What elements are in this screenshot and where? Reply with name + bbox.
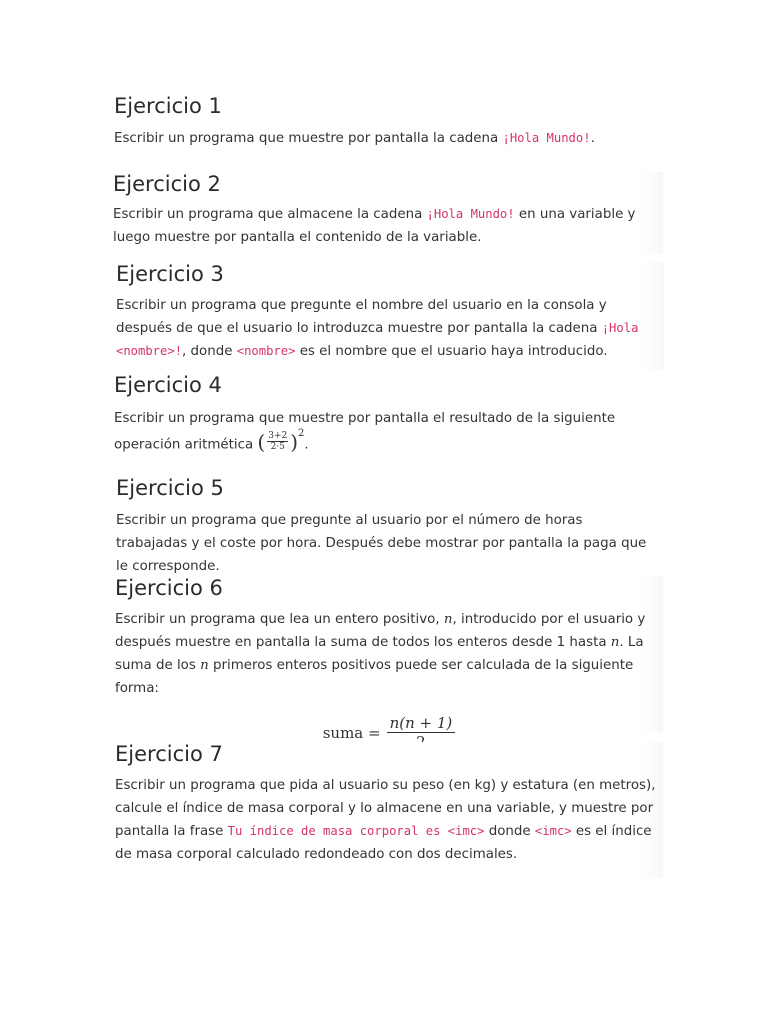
ejercicio-2-code: ¡Hola Mundo! [426,207,515,221]
ejercicio-7-text-a: Escribir un programa que pida al usuario su peso (en kg) y estatura (en metros), calcule el índice de masa corporal y lo almacene en una variable, y muestre por pantalla la frase [115,778,656,839]
formula-denominator: 2·5 [270,442,285,452]
ejercicio-7 [110,742,663,878]
ejercicio-3-text [116,294,664,363]
ejercicio-3-text-c: es el nombre que el usuario haya introducido. [295,344,608,359]
ejercicio-6 [110,576,663,742]
ejercicio-4 [114,373,658,457]
ejercicio-4-text-a: Escribir un programa que muestre por pantalla el resultado de la siguiente operación aritmética [114,411,616,453]
ejercicio-1-text [114,127,654,150]
ejercicio-6-title: Ejercicio 6 [115,576,223,600]
ejercicio-6-text-a: Escribir un programa que lea un entero positivo, [115,612,444,627]
ejercicio-3-code-b: <nombre> [236,344,296,358]
variable-n: n [200,658,209,673]
ejercicio-1-text-a: Escribir un programa que muestre por pantalla la cadena [114,131,503,146]
ejercicio-6-text-d: primeros enteros positivos puede ser calculada de la siguiente forma: [115,658,634,696]
ejercicio-3-code-a: ¡Hola <nombre>! [116,321,639,358]
ejercicio-1-text-b: . [590,131,595,146]
ejercicio-1 [114,94,654,150]
ejercicio-2-text-b: en una variable y luego muestre por pantalla el contenido de la variable. [113,207,636,245]
ejercicio-5-text: Escribir un programa que pregunte al usuario por el número de horas trabajadas y el coste por hora. Después debe mostrar por pantalla la paga que le corresponde. [116,513,647,574]
ejercicio-6-text-c: . La suma de los [115,635,644,673]
ejercicio-7-text [115,774,663,866]
ejercicio-6-text [115,608,663,700]
formula-exponent: 2 [298,428,305,439]
ejercicio-3-title: Ejercicio 3 [116,262,224,286]
ejercicio-6-text-b: , introducido por el usuario y después muestre en pantalla la suma de todos los enteros desde 1 hasta [115,612,646,650]
variable-n: n [443,612,453,627]
ejercicio-3 [110,262,664,370]
ejercicio-2-text [113,203,663,249]
ejercicio-5-title: Ejercicio 5 [116,476,224,500]
variable-n: n [610,635,620,650]
ejercicio-2-title: Ejercicio 2 [113,172,221,196]
ejercicio-5 [116,476,656,578]
ejercicio-7-code-b: <imc> [534,824,572,838]
ejercicio-4-text [114,407,658,457]
ejercicio-4-title: Ejercicio 4 [114,373,222,397]
ejercicio-4-text-b: . [304,437,309,453]
ejercicio-3-text-b: , donde [182,344,237,359]
ejercicio-4-formula: ( $\frac{3+2}{2\cdot 5}$ ) $^2$ [257,430,304,453]
formula-numerator: 3+2 [268,431,288,441]
ejercicio-7-title: Ejercicio 7 [115,742,223,766]
ejercicio-3-text-a: Escribir un programa que pregunte el nombre del usuario en la consola y después de que el usuario lo introduzca muestre por pantalla la cadena [116,298,607,336]
ejercicio-7-text-b: donde [484,824,535,839]
suma-formula-lhs: suma = [322,723,381,742]
ejercicio-1-title: Ejercicio 1 [114,94,222,118]
ejercicio-2 [108,172,663,254]
ejercicio-7-code-a: Tu índice de masa corporal es <imc> [227,824,485,838]
suma-formula-numerator: n(n + 1) [387,714,456,733]
ejercicio-1-code: ¡Hola Mundo! [502,131,591,145]
ejercicio-7-text-c: es el índice de masa corporal calculado redondeado con dos decimales. [115,824,652,862]
ejercicio-2-text-a: Escribir un programa que almacene la cadena [113,207,427,222]
